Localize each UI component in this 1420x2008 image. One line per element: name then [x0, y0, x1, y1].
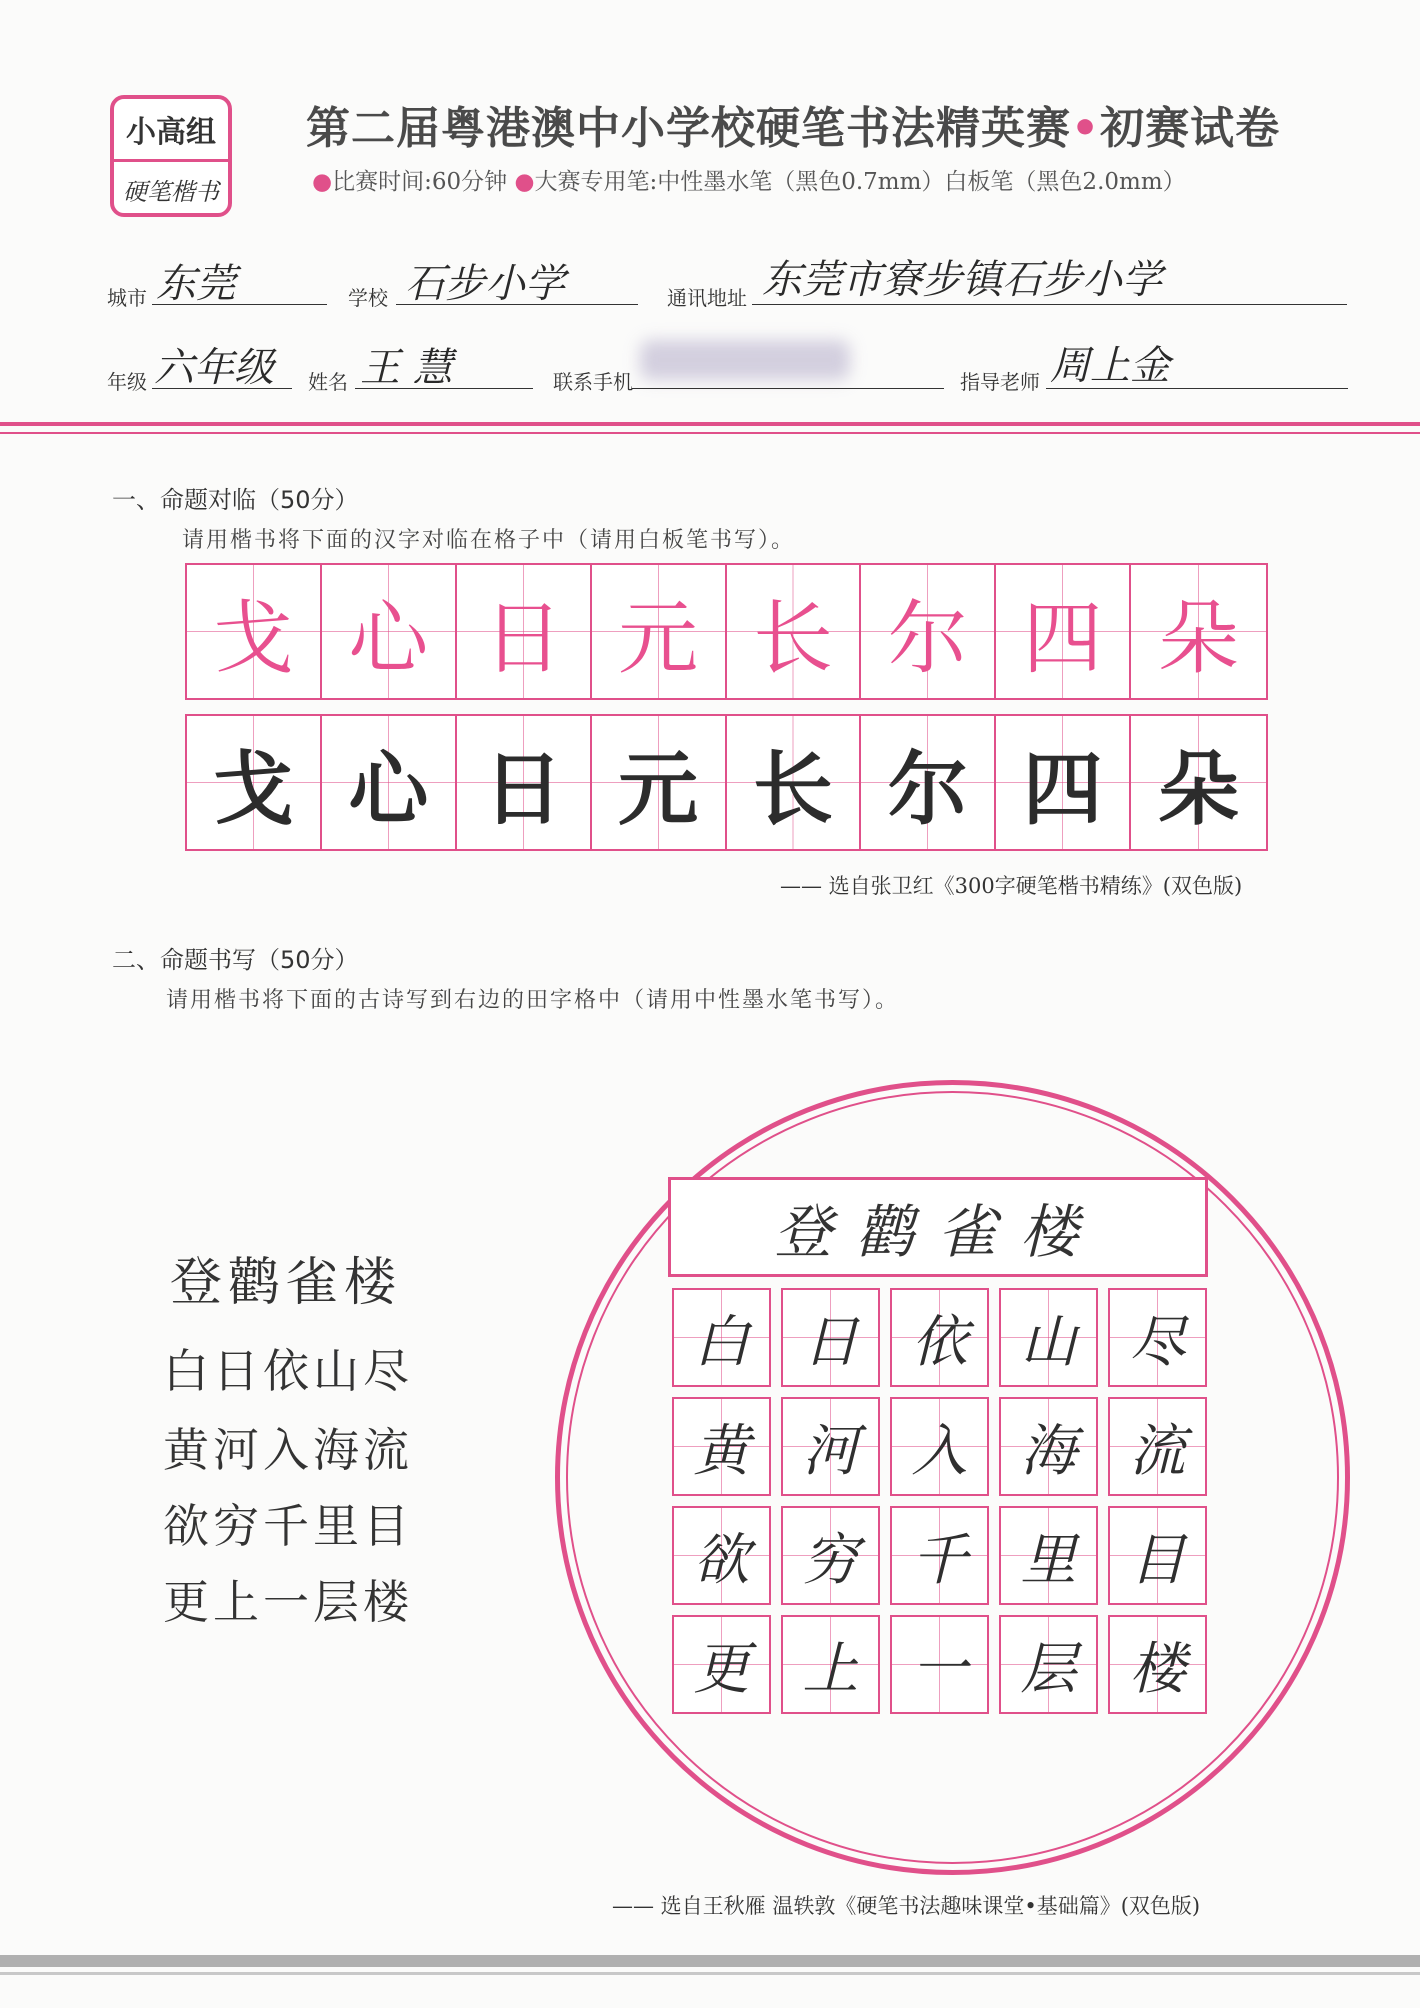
- written-char: 河: [802, 1418, 859, 1484]
- section1-credit: —— 选自张卫红《300字硬笔楷书精练》(双色版): [780, 874, 1243, 898]
- model-char: 四: [1022, 592, 1103, 685]
- model-cell: [861, 565, 996, 698]
- written-char: 里: [1020, 1527, 1077, 1593]
- written-char: 山: [1020, 1309, 1077, 1375]
- model-char: 戈: [213, 592, 294, 685]
- written-char: 目: [1129, 1527, 1186, 1593]
- written-char: 海: [1020, 1418, 1077, 1484]
- title-separator: •: [1071, 103, 1101, 154]
- exam-pen: 大赛专用笔:中性墨水笔（黑色0.7mm）白板笔（黑色2.0mm）: [534, 169, 1186, 195]
- model-char: 尔: [887, 592, 968, 685]
- model-cell: [187, 565, 322, 698]
- grade-underline: [152, 388, 292, 389]
- copy-cell: [727, 716, 862, 849]
- city-label: 城市: [107, 286, 147, 310]
- school-label: 学校: [348, 286, 388, 310]
- poem-grid-cell: [890, 1615, 989, 1714]
- written-char: 流: [1129, 1418, 1186, 1484]
- poem-grid-cell: [999, 1288, 1098, 1387]
- teacher-underline: [1046, 388, 1348, 389]
- teacher-value: 周上金: [1050, 343, 1170, 389]
- written-char: 千: [911, 1527, 968, 1593]
- copy-cell: [592, 716, 727, 849]
- copy-cell: [1131, 716, 1266, 849]
- written-char: 尽: [1129, 1309, 1186, 1375]
- header-divider-thin: [0, 432, 1420, 434]
- copy-cell: [996, 716, 1131, 849]
- written-char: 入: [911, 1418, 968, 1484]
- group-badge: [110, 95, 232, 217]
- section2-heading: 二、命题书写（50分）: [112, 946, 359, 974]
- poem-grid-cell: [672, 1506, 771, 1605]
- poem-grid-cell: [672, 1615, 771, 1714]
- model-cell: [1131, 565, 1266, 698]
- copy-char: 戈: [213, 742, 294, 836]
- city-value: 东莞: [156, 261, 236, 307]
- written-char: 上: [802, 1636, 859, 1702]
- model-char: 朵: [1158, 592, 1239, 685]
- model-cell: [322, 565, 457, 698]
- model-cell: [457, 565, 592, 698]
- poem-grid-cell: [1108, 1288, 1207, 1387]
- written-char: 一: [911, 1636, 968, 1702]
- address-underline: [752, 304, 1347, 305]
- copy-cell: [861, 716, 996, 849]
- copy-char: 朵: [1158, 742, 1239, 836]
- name-value: 王 慧: [360, 345, 453, 391]
- school-value: 石步小学: [405, 261, 565, 307]
- poem-grid-cell: [890, 1288, 989, 1387]
- written-char: 欲: [693, 1527, 750, 1593]
- written-char: 白: [693, 1309, 750, 1375]
- bullet-dot: ●: [514, 169, 535, 195]
- written-char: 依: [911, 1309, 968, 1375]
- written-char: 日: [802, 1309, 859, 1375]
- poem-grid-cell: [999, 1615, 1098, 1714]
- model-char: 长: [752, 592, 833, 685]
- copy-cell: [322, 716, 457, 849]
- poem-line: 欲穷千里目: [163, 1499, 413, 1553]
- written-char: 穷: [802, 1527, 859, 1593]
- header-divider: [0, 422, 1420, 426]
- copy-char: 尔: [887, 742, 968, 836]
- poem-grid-cell: [672, 1288, 771, 1387]
- poem-line: 更上一层楼: [163, 1575, 413, 1629]
- poem-grid-cell: [781, 1615, 880, 1714]
- teacher-label: 指导老师: [960, 370, 1040, 394]
- poem-grid-cell: [781, 1397, 880, 1496]
- poem-grid-cell: [999, 1397, 1098, 1496]
- poem-grid-cell: [781, 1506, 880, 1605]
- model-cell: [727, 565, 862, 698]
- exam-time: 比赛时间:60分钟: [332, 169, 508, 195]
- title-suffix: 初赛试卷: [1100, 103, 1281, 154]
- bullet-dot: ●: [312, 169, 333, 195]
- city-underline: [152, 304, 327, 305]
- footer-bar-thin: [0, 1972, 1420, 1975]
- section1-heading: 一、命题对临（50分）: [112, 486, 359, 514]
- title-main: 第二届粤港澳中小学校硬笔书法精英赛: [306, 103, 1071, 154]
- poem-title: 登鹳雀楼: [170, 1253, 403, 1313]
- written-title: 登鹳雀楼: [773, 1198, 1102, 1266]
- address-label: 通讯地址: [667, 286, 747, 310]
- page-title: [306, 92, 1280, 156]
- written-char: 楼: [1129, 1636, 1186, 1702]
- address-value: 东莞市寮步镇石步小学: [762, 257, 1162, 303]
- section2-instruction: 请用楷书将下面的古诗写到右边的田字格中（请用中性墨水笔书写）。: [166, 988, 900, 1013]
- poem-line: 白日依山尽: [163, 1344, 413, 1398]
- copy-char: 日: [483, 742, 564, 836]
- section2-credit: —— 选自王秋雁 温轶敦《硬笔书法趣味课堂•基础篇》(双色版): [612, 1894, 1201, 1918]
- written-char: 层: [1020, 1636, 1077, 1702]
- poem-grid-cell: [1108, 1397, 1207, 1496]
- poem-grid-cell: [672, 1397, 771, 1496]
- model-cell: [996, 565, 1131, 698]
- model-cell: [592, 565, 727, 698]
- poem-line: 黄河入海流: [163, 1423, 413, 1477]
- model-char: 元: [618, 592, 699, 685]
- footer-bar: [0, 1955, 1420, 1967]
- copy-char: 四: [1022, 742, 1103, 836]
- exam-rules: [312, 163, 1186, 196]
- model-char-grid: [185, 563, 1268, 700]
- school-underline: [396, 304, 638, 305]
- phone-underline: [632, 388, 944, 389]
- written-char: 黄: [693, 1418, 750, 1484]
- phone-redacted: [640, 340, 850, 380]
- badge-group-label: 小高组: [114, 99, 228, 162]
- section1-instruction: 请用楷书将下面的汉字对临在格子中（请用白板笔书写）。: [182, 528, 796, 553]
- poem-grid-cell: [781, 1288, 880, 1387]
- copy-char-grid: [185, 714, 1268, 851]
- name-underline: [355, 388, 533, 389]
- model-char: 心: [348, 592, 429, 685]
- model-char: 日: [483, 592, 564, 685]
- badge-style-label: 硬笔楷书: [123, 177, 219, 206]
- poem-grid-cell: [1108, 1506, 1207, 1605]
- copy-char: 心: [348, 742, 429, 836]
- phone-label: 联系手机: [553, 370, 633, 394]
- copy-char: 长: [752, 742, 833, 836]
- name-label: 姓名: [308, 370, 348, 394]
- poem-grid-cell: [999, 1506, 1098, 1605]
- grade-value: 六年级: [154, 345, 274, 391]
- copy-cell: [457, 716, 592, 849]
- poem-grid-cell: [890, 1506, 989, 1605]
- copy-char: 元: [618, 742, 699, 836]
- poem-grid-cell: [890, 1397, 989, 1496]
- written-char: 更: [693, 1636, 750, 1702]
- written-title-box: [668, 1177, 1208, 1277]
- copy-cell: [187, 716, 322, 849]
- grade-label: 年级: [107, 370, 147, 394]
- poem-grid-cell: [1108, 1615, 1207, 1714]
